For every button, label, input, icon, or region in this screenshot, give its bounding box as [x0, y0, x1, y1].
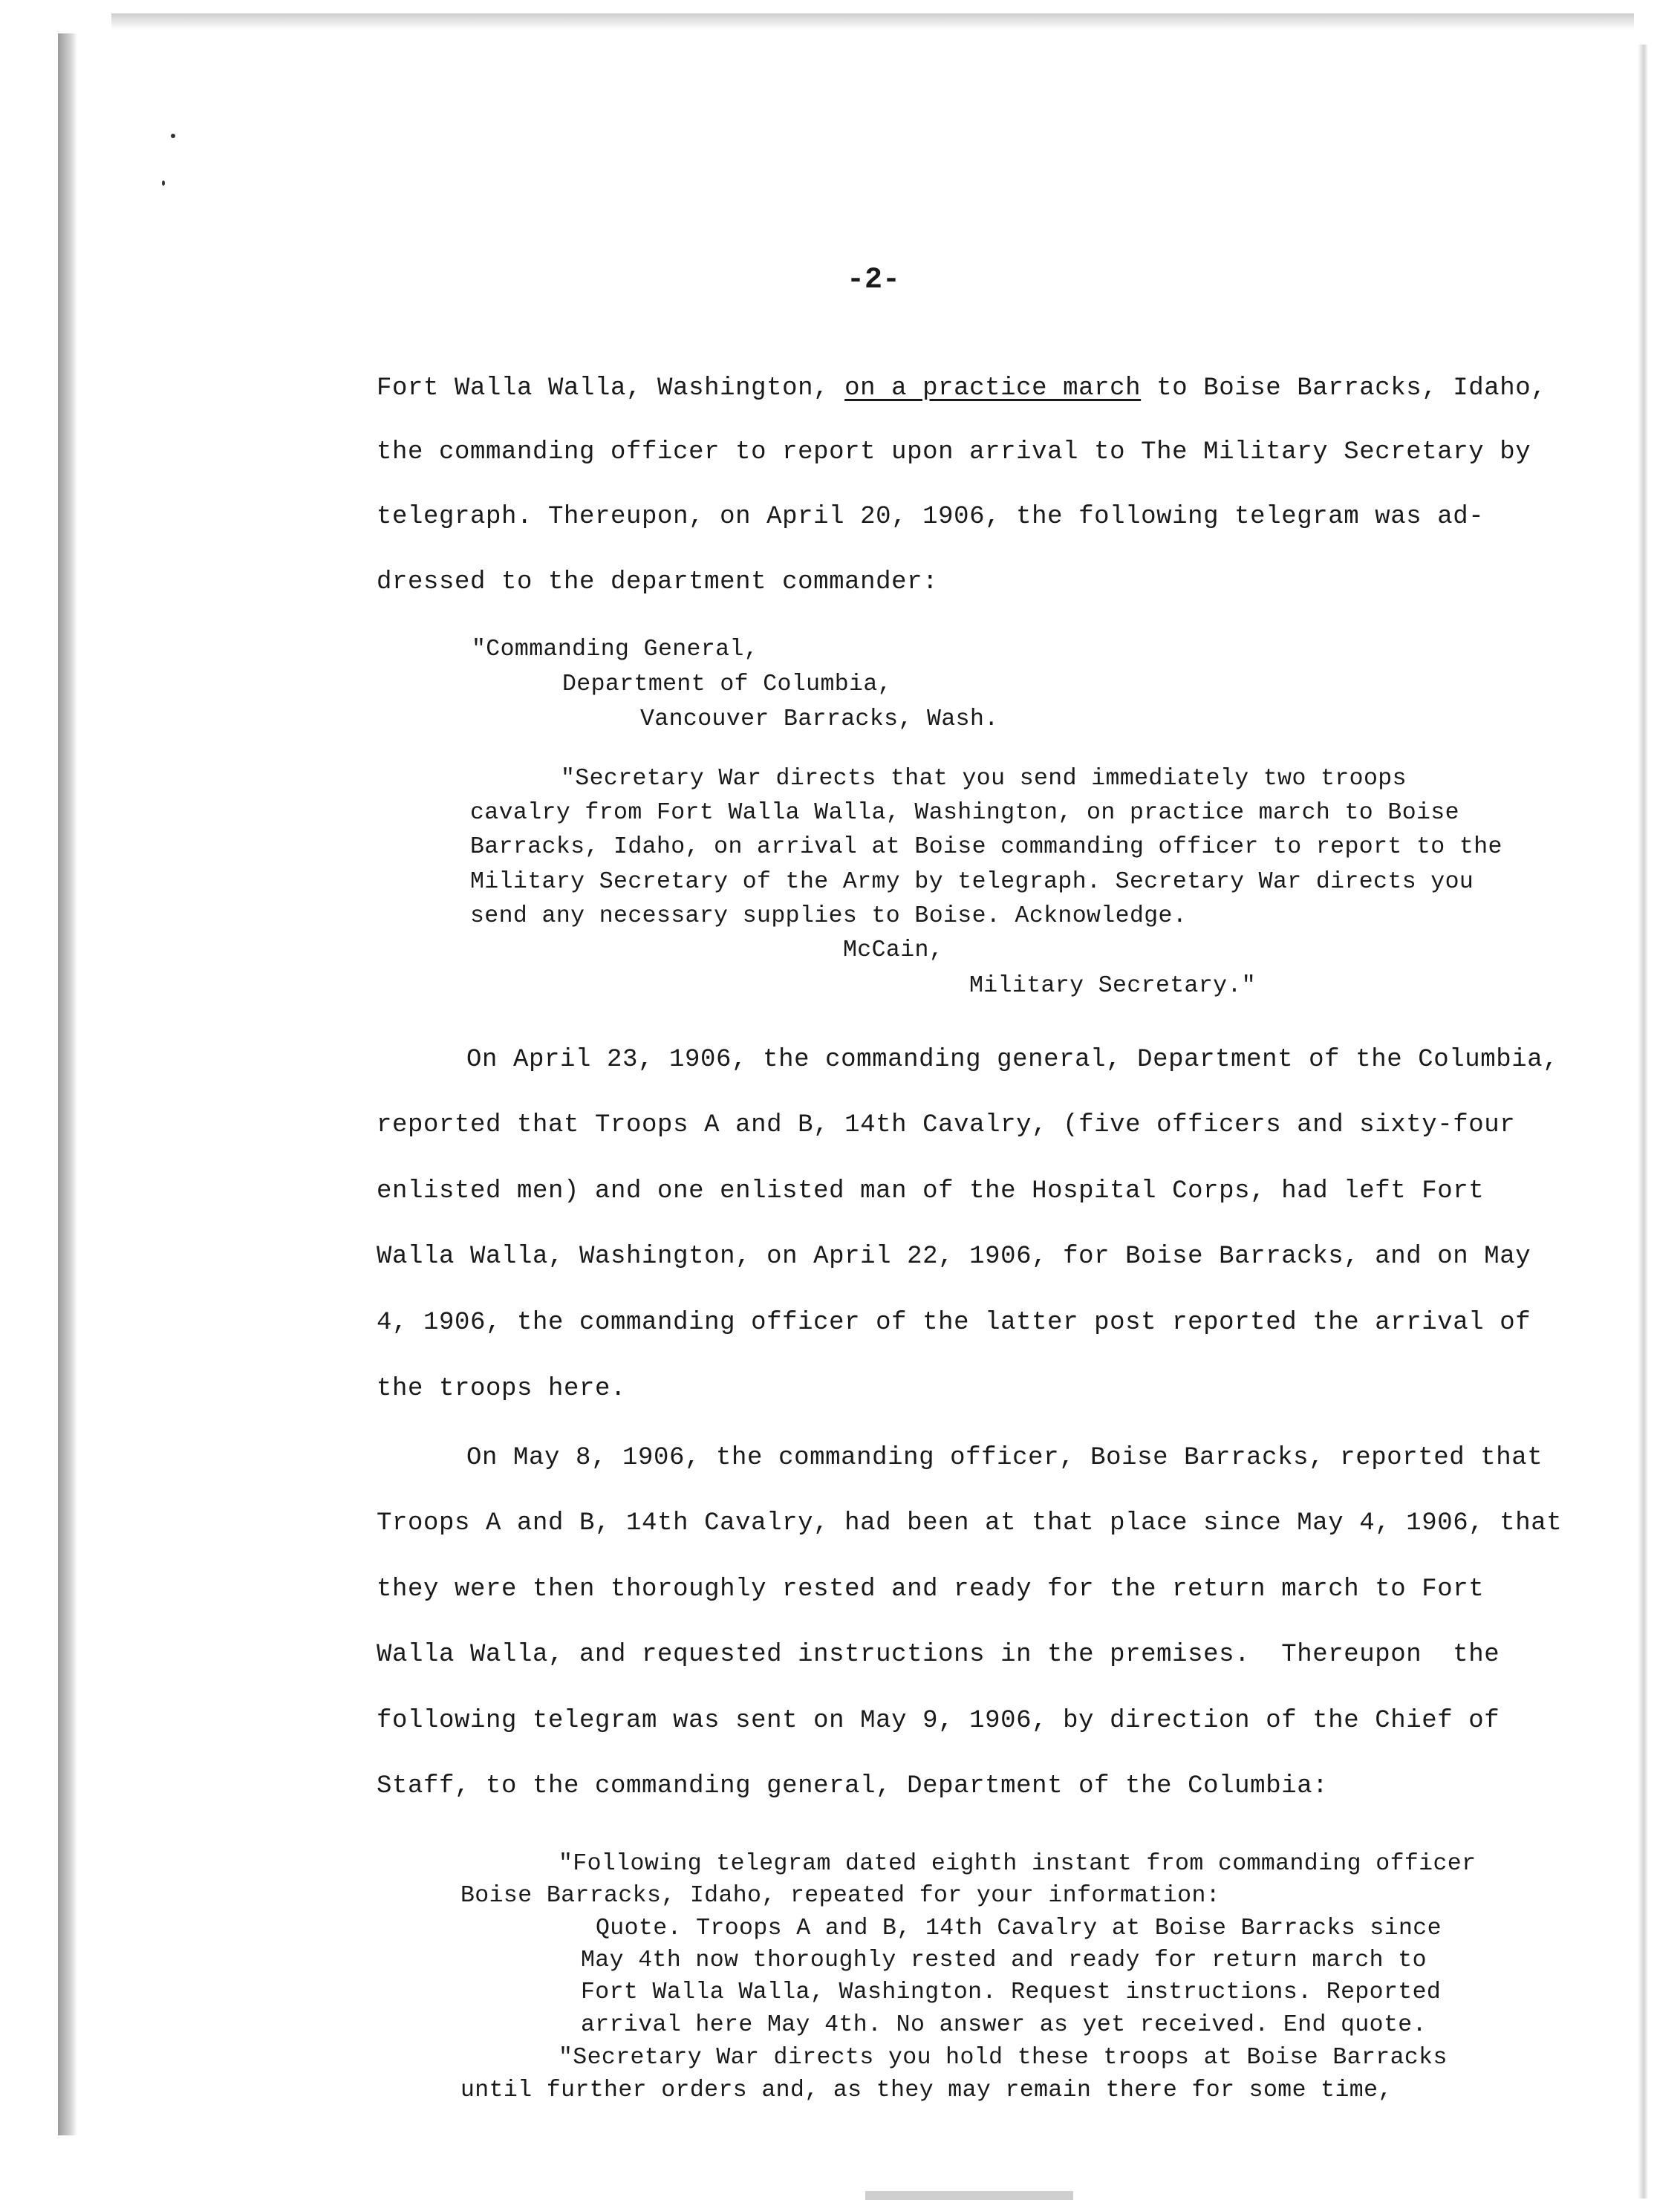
telegram-continuation-line: "Secretary War directs you hold these troops at Boise Barracks [559, 2045, 1448, 2071]
page-edge-right [1638, 45, 1648, 2199]
telegram-body-line: Military Secretary of the Army by telegraph. Secretary War directs you [470, 869, 1474, 895]
telegram-body-line: cavalry from Fort Walla Walla, Washington, on practice march to Boise [470, 800, 1459, 826]
quoted-telegram-line: Quote. Troops A and B, 14th Cavalry at Boise Barracks since [596, 1916, 1442, 1942]
paragraph-line: following telegram was sent on May 9, 1906, by direction of the Chief of [377, 1707, 1500, 1735]
paragraph-line: 4, 1906, the commanding officer of the latter post reported the arrival of [377, 1309, 1531, 1337]
paragraph-line: telegraph. Thereupon, on April 20, 1906, the following telegram was ad- [377, 503, 1485, 531]
underlined-phrase: on a practice march [844, 374, 1142, 403]
telegram-intro-line: Boise Barracks, Idaho, repeated for your information: [460, 1883, 1221, 1909]
telegram-body-line: send any necessary supplies to Boise. Acknowledge. [470, 903, 1188, 929]
quoted-telegram-line: May 4th now thoroughly rested and ready for return march to [581, 1947, 1427, 1973]
paragraph-line: Walla Walla, Washington, on April 22, 1906, for Boise Barracks, and on May [377, 1243, 1531, 1271]
telegram-address-line: "Commanding General, [472, 637, 759, 663]
telegram-address-line: Department of Columbia, [562, 671, 892, 697]
quoted-telegram-line: Fort Walla Walla, Washington. Request instructions. Reported [581, 1979, 1442, 2005]
page-bottom-shadow [865, 2191, 1073, 2200]
scan-speck [171, 134, 175, 138]
paragraph-line: the troops here. [377, 1375, 627, 1403]
paragraph-line: they were then thoroughly rested and ready for the return march to Fort [377, 1575, 1485, 1604]
telegram-body-line: "Secretary War directs that you send immediately two troops [561, 766, 1407, 792]
telegram-continuation-line: until further orders and, as they may remain there for some time, [460, 2077, 1393, 2103]
paragraph-line: Walla Walla, and requested instructions in the premises. Thereupon the [377, 1641, 1500, 1669]
paragraph-line: On May 8, 1906, the commanding officer, Boise Barracks, reported that [466, 1444, 1543, 1472]
quoted-telegram-line: arrival here May 4th. No answer as yet received. End quote. [581, 2012, 1427, 2038]
telegram-body-line: Barracks, Idaho, on arrival at Boise commanding officer to report to the [470, 834, 1502, 860]
paragraph-line: the commanding officer to report upon arrival to The Military Secretary by [377, 438, 1531, 466]
paragraph-line: dressed to the department commander: [377, 568, 939, 596]
paragraph-line: enlisted men) and one enlisted man of the Hospital Corps, had left Fort [377, 1177, 1485, 1205]
page-shadow-top [111, 13, 1634, 30]
telegram-signature-name: McCain, [843, 937, 944, 963]
scan-speck [162, 180, 165, 186]
paragraph-line: Troops A and B, 14th Cavalry, had been at that place since May 4, 1906, that [377, 1509, 1563, 1537]
paragraph-line: reported that Troops A and B, 14th Cavalry, (five officers and sixty-four [377, 1111, 1516, 1139]
telegram-address-line: Vancouver Barracks, Wash. [640, 706, 999, 732]
text-span: Fort Walla Walla, Washington, [377, 374, 845, 403]
telegram-intro-line: "Following telegram dated eighth instant from commanding officer [559, 1851, 1476, 1877]
page-number: -2- [847, 264, 901, 297]
paragraph-line: Staff, to the commanding general, Department of the Columbia: [377, 1772, 1329, 1800]
page-shadow-left [58, 33, 77, 2135]
text-span: to Boise Barracks, Idaho, [1141, 374, 1547, 403]
paragraph-line: On April 23, 1906, the commanding general, Department of the Columbia, [466, 1046, 1559, 1074]
paragraph-line [377, 374, 1546, 403]
telegram-signature-title: Military Secretary." [969, 973, 1257, 999]
